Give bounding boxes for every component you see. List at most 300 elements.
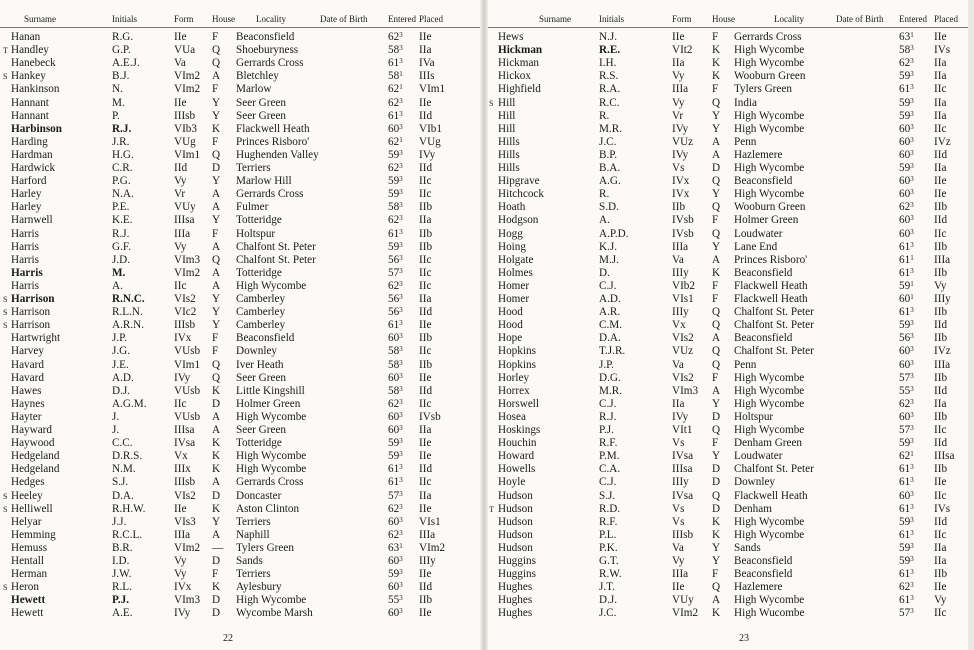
- placed: IIa: [419, 214, 432, 227]
- surname: Helyar: [11, 515, 42, 528]
- table-row: [485, 542, 968, 555]
- placed: IIe: [419, 568, 432, 581]
- house: Q: [212, 253, 221, 266]
- surname: Harrison: [11, 306, 51, 319]
- entered: [388, 306, 418, 319]
- form: VIm2: [174, 541, 201, 554]
- initials: R.F.: [599, 437, 618, 450]
- locality: Loudwater: [734, 450, 783, 463]
- entered-term: 3: [910, 568, 914, 577]
- initials: R.J.: [112, 227, 130, 240]
- locality: Sands: [236, 555, 263, 567]
- initials: D.J.: [112, 384, 131, 397]
- house: F: [212, 135, 219, 148]
- entered-year: 60: [388, 122, 400, 135]
- entered: [388, 437, 418, 450]
- form: IVx: [672, 188, 690, 201]
- locality: Beaconsfield: [734, 266, 793, 279]
- entered-year: 62: [899, 581, 911, 594]
- initials: C.C.: [112, 437, 133, 450]
- placed: IIa: [934, 397, 947, 410]
- entered-year: 60: [899, 293, 911, 305]
- entered-year: 58: [388, 384, 400, 397]
- initials: A.D.: [112, 371, 134, 384]
- placed: IIb: [419, 332, 433, 345]
- entered-year: 59: [388, 175, 400, 188]
- house: K: [712, 70, 721, 83]
- entered-year: 60: [388, 607, 400, 620]
- table-row: [485, 162, 968, 175]
- entered-term: 3: [399, 345, 403, 354]
- entered-term: 3: [399, 568, 403, 577]
- entered: [388, 555, 418, 568]
- entered-term: 3: [399, 410, 403, 419]
- locality: Shoeburyness: [236, 44, 299, 57]
- entered-year: 61: [388, 463, 400, 476]
- placed: IIa: [934, 109, 947, 122]
- entered-term: 3: [910, 384, 914, 393]
- placed: IIc: [934, 528, 947, 541]
- form: IVsb: [672, 227, 694, 240]
- table-row: [0, 188, 483, 201]
- initials: P.M.: [599, 450, 620, 463]
- placed: IId: [934, 319, 948, 332]
- placed: IIa: [934, 555, 947, 567]
- surname: Hoing: [498, 240, 526, 253]
- table-row: [0, 424, 483, 437]
- entered-term: 3: [910, 148, 914, 157]
- table-row: [485, 267, 968, 280]
- form: VIm2: [174, 83, 201, 96]
- house: Y: [212, 109, 221, 122]
- initials: D.: [599, 266, 610, 279]
- placed: IId: [934, 148, 948, 161]
- house: Y: [212, 293, 221, 305]
- form: IIc: [174, 397, 187, 410]
- locality: High Wycombe: [734, 122, 805, 135]
- entered-term: 3: [399, 293, 403, 301]
- locality: Holmer Green: [236, 397, 301, 410]
- entered-year: 60: [899, 188, 911, 201]
- table-row: [485, 319, 968, 332]
- form: Va: [672, 253, 684, 266]
- entered-year: 61: [899, 266, 911, 279]
- locality: High Wycombe: [734, 44, 805, 57]
- form: VIt1: [672, 424, 693, 436]
- house: Q: [712, 175, 721, 188]
- locality: High Wycombe: [734, 515, 805, 528]
- form: IIIa: [174, 528, 191, 541]
- entered: [899, 175, 929, 188]
- entered-term: 3: [910, 332, 914, 341]
- house: A: [212, 188, 221, 201]
- initials: P.E.: [112, 201, 130, 214]
- placed: IIa: [419, 489, 432, 502]
- locality: Totteridge: [236, 437, 282, 450]
- table-row: [485, 97, 968, 110]
- placed: IIe: [419, 319, 432, 332]
- table-row: [485, 280, 968, 293]
- house: Y: [212, 175, 221, 188]
- table-row: [0, 306, 483, 319]
- locality: Totteridge: [236, 266, 282, 279]
- entered-term: 1: [910, 279, 914, 288]
- house: A: [212, 279, 221, 292]
- table-row: [485, 123, 968, 136]
- table-row: [485, 188, 968, 201]
- row-prefix-mark: S: [3, 583, 8, 593]
- entered: [899, 555, 929, 568]
- surname: Havard: [11, 358, 44, 371]
- locality: Doncaster: [236, 489, 282, 502]
- placed: IIa: [934, 70, 947, 83]
- initials: M.: [112, 266, 126, 279]
- entered-term: 3: [910, 201, 914, 210]
- table-row: [485, 555, 968, 568]
- house: K: [212, 463, 221, 476]
- table-row: [485, 214, 968, 227]
- surname: Hood: [498, 319, 523, 332]
- entered-term: 3: [399, 358, 403, 367]
- house: A: [712, 135, 721, 148]
- initials: R.H.W.: [112, 502, 146, 515]
- entered-term: 1: [910, 293, 914, 301]
- entered-year: 62: [388, 279, 400, 292]
- form: VIs2: [174, 489, 196, 502]
- entered-term: 3: [399, 279, 403, 288]
- entered: [388, 254, 418, 267]
- entered-term: 3: [399, 332, 403, 341]
- placed: IIe: [419, 450, 432, 463]
- column-header-ini: Initials: [112, 14, 137, 24]
- form: IIIsa: [672, 463, 693, 476]
- house: Q: [712, 424, 721, 436]
- entered: [388, 241, 418, 254]
- entered: [388, 97, 418, 110]
- entered-year: 61: [899, 528, 911, 541]
- locality: Beaconsfield: [734, 175, 793, 188]
- surname: Hayward: [11, 424, 53, 436]
- house: A: [212, 240, 221, 253]
- entered-term: 3: [399, 528, 403, 537]
- locality: Tylers Green: [236, 541, 294, 554]
- entered-year: 59: [899, 279, 911, 292]
- entered-term: 3: [910, 555, 914, 563]
- initials: A.P.D.: [599, 227, 629, 240]
- table-row: [0, 450, 483, 463]
- entered: [388, 385, 418, 398]
- house: A: [212, 410, 221, 423]
- form: Vy: [672, 70, 685, 83]
- form: VIb3: [174, 122, 197, 135]
- surname: Harris: [11, 279, 39, 292]
- placed: IIIa: [419, 528, 436, 541]
- form: Vs: [672, 515, 685, 528]
- entered-year: 56: [899, 332, 911, 345]
- entered-year: 60: [388, 555, 400, 567]
- locality: Seer Green: [236, 109, 287, 122]
- entered-term: 3: [399, 44, 403, 53]
- entered-term: 3: [910, 319, 914, 328]
- locality: Gerrards Cross: [236, 188, 304, 201]
- entered: [388, 188, 418, 201]
- table-row: [485, 31, 968, 44]
- surname: Herman: [11, 568, 48, 581]
- table-row: [485, 228, 968, 241]
- table-row: [0, 345, 483, 358]
- table-row: [485, 490, 968, 503]
- form: Va: [672, 358, 684, 371]
- entered: [899, 228, 929, 241]
- table-row: [0, 516, 483, 529]
- surname: Harbinson: [11, 122, 62, 135]
- form: VUz: [672, 135, 694, 148]
- placed: IId: [419, 581, 433, 594]
- house: D: [212, 489, 221, 502]
- form: IVsa: [174, 437, 196, 450]
- surname: Hill: [498, 96, 516, 109]
- entered-term: 3: [910, 227, 914, 236]
- row-prefix-mark: S: [3, 72, 8, 82]
- initials: J.R.: [112, 135, 130, 148]
- table-row: [485, 398, 968, 411]
- entered: [899, 280, 929, 293]
- house: Q: [712, 227, 721, 240]
- form: IIIsb: [174, 109, 196, 122]
- placed: IIIy: [934, 293, 951, 305]
- placed: IIa: [934, 57, 947, 70]
- table-row: [485, 57, 968, 70]
- initials: R.E.: [599, 44, 621, 57]
- column-header-hse: House: [712, 14, 735, 24]
- table-row: [0, 542, 483, 555]
- initials: R.L.N.: [112, 306, 143, 319]
- entered-term: 3: [399, 175, 403, 184]
- initials: B.R.: [112, 541, 133, 554]
- initials: J.: [112, 424, 120, 436]
- surname: Hickox: [498, 70, 531, 83]
- form: Vr: [672, 109, 684, 122]
- form: VUy: [672, 594, 694, 607]
- surname: Horley: [498, 371, 530, 384]
- surname: Hewett: [11, 607, 44, 620]
- initials: A.R.N.: [112, 319, 145, 332]
- house: K: [712, 57, 721, 70]
- entered-year: 62: [388, 31, 400, 43]
- entered: [388, 175, 418, 188]
- entered-term: 3: [910, 266, 914, 275]
- form: Vs: [672, 437, 685, 450]
- surname: Huggins: [498, 555, 536, 567]
- initials: D.A.: [599, 332, 621, 345]
- entered-year: 56: [388, 306, 400, 319]
- entered: [899, 529, 929, 542]
- column-header-frm: Form: [672, 14, 692, 24]
- locality: High Wycombe: [236, 594, 307, 607]
- initials: H.G.: [112, 148, 134, 161]
- entered-term: 3: [910, 528, 914, 537]
- form: IIa: [672, 397, 685, 410]
- entered: [899, 581, 929, 594]
- table-row: [0, 228, 483, 241]
- entered-year: 61: [899, 83, 911, 96]
- surname: Hewett: [11, 594, 46, 607]
- entered-year: 61: [388, 476, 400, 489]
- entered: [388, 424, 418, 437]
- house: A: [212, 201, 221, 214]
- table-row: [0, 607, 483, 620]
- placed: IIc: [934, 607, 947, 620]
- locality: Denham Green: [734, 437, 803, 450]
- form: IVsb: [672, 214, 694, 227]
- entered-term: 1: [910, 31, 914, 39]
- table-row: [485, 568, 968, 581]
- entered-year: 62: [388, 502, 400, 515]
- house: Q: [212, 44, 221, 57]
- entered: [899, 372, 929, 385]
- entered: [899, 542, 929, 555]
- house: F: [212, 31, 219, 43]
- placed: Vy: [934, 594, 947, 607]
- form: Vx: [174, 450, 188, 463]
- form: IIe: [672, 31, 685, 43]
- placed: IVs: [934, 44, 951, 57]
- surname: Hannant: [11, 109, 49, 122]
- entered: [388, 568, 418, 581]
- initials: P.G.: [112, 175, 131, 188]
- entered-term: 3: [399, 581, 403, 590]
- form: IIIa: [672, 568, 689, 581]
- form: VIs1: [672, 293, 694, 305]
- placed: IVs: [934, 502, 951, 515]
- entered-year: 58: [388, 358, 400, 371]
- entered: [899, 97, 929, 110]
- form: IIIsb: [174, 319, 196, 332]
- locality: Loudwater: [734, 227, 783, 240]
- locality: Seer Green: [236, 424, 287, 436]
- entered-year: 59: [899, 555, 911, 567]
- entered-term: 3: [399, 384, 403, 393]
- placed: IIe: [934, 31, 947, 43]
- placed: IIb: [419, 240, 433, 253]
- column-header-ini: Initials: [599, 14, 624, 24]
- entered-term: 3: [910, 44, 914, 53]
- house: Q: [212, 148, 221, 161]
- initials: G.F.: [112, 240, 131, 253]
- entered-term: 3: [399, 266, 403, 275]
- entered: [899, 463, 929, 476]
- house: F: [212, 568, 219, 581]
- locality: Hazlemere: [734, 148, 783, 161]
- placed: IIb: [934, 201, 948, 214]
- placed: IIIa: [934, 358, 951, 371]
- entered: [388, 83, 418, 96]
- house: D: [712, 162, 721, 174]
- initials: M.R.: [599, 384, 623, 397]
- entered: [388, 293, 418, 306]
- surname: Hemuss: [11, 541, 48, 554]
- column-header-sur: Surname: [24, 14, 56, 24]
- house: F: [712, 568, 719, 581]
- form: VIm1: [174, 358, 201, 371]
- entered-term: 3: [399, 371, 403, 380]
- entered: [388, 372, 418, 385]
- table-row: [0, 57, 483, 70]
- entered-year: 57: [899, 424, 911, 436]
- entered-term: 3: [399, 476, 403, 485]
- entered-year: 61: [899, 568, 911, 581]
- table-row: [485, 241, 968, 254]
- placed: IIa: [419, 293, 432, 305]
- entered: [899, 254, 929, 267]
- house: F: [212, 227, 219, 240]
- initials: J.: [112, 410, 120, 423]
- entered-year: 57: [388, 266, 400, 279]
- surname: Hanan: [11, 31, 41, 43]
- locality: High Wycombe: [734, 188, 805, 201]
- surname: Hopkins: [498, 345, 536, 358]
- house: A: [212, 528, 221, 541]
- entered-term: 3: [910, 489, 914, 498]
- placed: IIIs: [419, 70, 435, 83]
- entered-term: 3: [399, 502, 403, 511]
- placed: IIa: [934, 96, 947, 109]
- locality: Sands: [734, 541, 761, 554]
- entered-term: 3: [910, 188, 914, 197]
- placed: IIe: [934, 581, 947, 594]
- surname: Hudson: [498, 541, 533, 554]
- initials: R.S.: [599, 70, 619, 83]
- entered: [388, 149, 418, 162]
- house: —: [212, 541, 224, 554]
- entered: [388, 490, 418, 503]
- surname: Hedgeland: [11, 450, 60, 463]
- initials: J.P.: [112, 332, 127, 345]
- locality: Totteridge: [236, 214, 282, 227]
- locality: High Wycombe: [734, 57, 805, 70]
- locality: Hughenden Valley: [236, 148, 319, 161]
- placed: IIb: [934, 266, 948, 279]
- placed: IId: [419, 306, 433, 319]
- form: IVy: [174, 371, 191, 384]
- surname: Hogg: [498, 227, 523, 240]
- initials: R.C.: [599, 96, 620, 109]
- surname: Hentall: [11, 555, 44, 567]
- house: K: [212, 581, 221, 594]
- table-row: [485, 594, 968, 607]
- table-row: [485, 175, 968, 188]
- form: VUa: [174, 44, 196, 57]
- initials: A.G.: [599, 175, 621, 188]
- entered-term: 3: [910, 175, 914, 184]
- table-row: [0, 136, 483, 149]
- surname: Hood: [498, 306, 523, 319]
- form: IVx: [174, 332, 192, 345]
- table-row: [0, 437, 483, 450]
- entered-year: 62: [388, 135, 400, 148]
- initials: R.G.: [112, 31, 134, 43]
- surname: Homer: [498, 293, 530, 305]
- surname: Hill: [498, 122, 516, 135]
- form: VIt2: [672, 44, 693, 57]
- entered: [388, 476, 418, 489]
- entered-term: 3: [399, 201, 403, 210]
- entered: [899, 516, 929, 529]
- entered-term: 3: [910, 541, 914, 550]
- surname: Hedgeland: [11, 463, 60, 476]
- entered: [899, 162, 929, 175]
- form: IIb: [672, 201, 686, 214]
